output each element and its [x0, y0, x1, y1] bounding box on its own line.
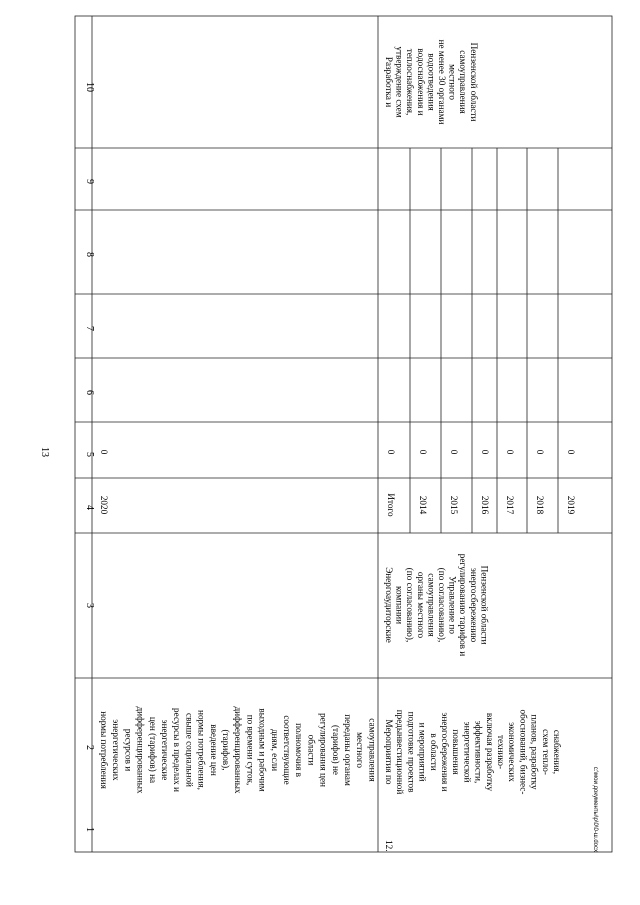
row-12-executor-line: Управление по — [447, 576, 458, 634]
row-12-year: 2018 — [535, 495, 545, 515]
row-12-executor-line: Пензенской области — [479, 565, 490, 645]
continued-description-line: регулирования цен — [318, 713, 329, 787]
row-12-result-line: местного — [447, 64, 458, 100]
continued-description-line: выходным и рабочим — [257, 708, 268, 792]
row-12-years — [386, 493, 576, 517]
row-12-executor-line: энергосбережению — [468, 567, 479, 643]
row-12-result-line: самоуправления — [458, 50, 469, 114]
continued-description-line: нормы потребления — [99, 711, 109, 789]
continued-description-line: ресурсы в пределах и — [172, 708, 183, 792]
row-12-executor-line: регулированию тарифов и — [458, 553, 469, 657]
row-12-description — [384, 710, 562, 795]
row-12-executor-line: самоуправления — [426, 573, 437, 637]
header-col-1: 1 — [84, 827, 95, 832]
continued-description-line: самоуправления — [367, 718, 378, 782]
row-12-description-line: экономических — [507, 722, 518, 782]
row-12-amount: 0 — [449, 449, 459, 455]
row-12-result-line: Разработка и — [384, 56, 394, 108]
continued-year: 2020 — [99, 495, 109, 515]
continued-description-line: нормы потребления, — [196, 710, 207, 790]
row-12-result-line: водоотведения — [426, 53, 437, 111]
table-row-continued — [99, 450, 377, 794]
page-number: 13 — [39, 447, 50, 457]
row-12-year: 2019 — [566, 495, 576, 515]
row-12-description-line: планов, разработку — [529, 714, 540, 790]
continued-description-line: энергетических — [111, 719, 122, 781]
row-12-year: 2016 — [480, 495, 490, 515]
row-12-description-line: эффективности, — [473, 720, 484, 784]
header-col-5: 5 — [84, 452, 95, 457]
row-12-description-line: энергетической — [462, 721, 473, 783]
continued-description-line: переданы органам — [343, 714, 353, 786]
header-col-10: 10 — [84, 82, 95, 92]
continued-description-line: (тарифов), — [221, 729, 231, 771]
row-12-number: 12. — [384, 840, 394, 852]
row-12-description-line: снабжения, — [552, 729, 562, 775]
row-12-amount: 0 — [480, 449, 490, 455]
row-12-executor-line: Энергоаудиторские — [384, 567, 394, 643]
row-12-amounts — [386, 450, 576, 455]
row-12-year: 2014 — [418, 495, 428, 515]
row-12-result-line: утверждение схем — [394, 46, 405, 118]
continued-description-line: соответствующие — [282, 715, 292, 785]
table-header — [84, 82, 95, 832]
row-12-description-line: схем тепло- — [540, 729, 551, 775]
row-12-description-line: включая разработку — [484, 712, 495, 792]
table-row-12 — [384, 40, 576, 852]
row-12-result-line: Пензенской области — [468, 42, 479, 122]
row-12-description-line: подготовке проектов — [406, 711, 417, 793]
row-12-amount: 0 — [418, 449, 428, 455]
row-12-result-line: водоснабжения и — [415, 48, 426, 116]
row-12-result-line: теплоснабжения, — [405, 48, 416, 116]
continued-description-line: энергетические — [160, 719, 170, 781]
continued-description-line: (тарифов) не — [330, 724, 341, 776]
row-12-executor-line: (по согласованию), — [437, 567, 447, 643]
continued-description — [99, 706, 377, 793]
row-12-amount: 0 — [566, 449, 576, 455]
header-col-8: 8 — [84, 252, 95, 257]
header-col-3: 3 — [84, 603, 95, 608]
continued-description-line: дифференцированных — [233, 706, 244, 794]
continued-description-line: цен (тарифов) на — [147, 716, 158, 784]
continued-description-line: местного — [355, 732, 366, 768]
continued-description-line: ресурсов и — [123, 728, 134, 772]
row-12-description-line: предынвестиционной — [395, 709, 406, 795]
continued-amount: 0 — [99, 449, 109, 455]
row-12-amount: 0 — [535, 449, 545, 455]
continued-description-line: дифференцированных — [135, 706, 146, 794]
continued-description-line: введение цен — [208, 724, 219, 776]
row-12-executor-line: (по согласованию), — [405, 567, 416, 643]
row-12-result-line: не менее 30 органами — [437, 39, 447, 125]
header-col-6: 6 — [84, 390, 95, 395]
row-12-description-line: энергосбережения и — [440, 712, 450, 792]
row-12-amount: 0 — [505, 449, 515, 455]
continued-description-line: полномочия в — [294, 723, 305, 777]
row-12-description-line: и мероприятий — [417, 722, 428, 782]
row-12-description-line: повышения — [451, 729, 462, 775]
row-12-executor-line: компании — [394, 586, 405, 624]
continued-description-line: области — [306, 734, 317, 766]
header-col-7: 7 — [84, 326, 95, 331]
row-12-executor-line: органы местного — [415, 571, 426, 639]
continued-description-line: дням, если — [269, 728, 280, 772]
row-12-description-line: технико- — [496, 734, 506, 770]
row-12-result — [384, 40, 479, 125]
header-col-2: 2 — [84, 745, 95, 750]
header-col-4: 4 — [84, 505, 95, 510]
header-col-9: 9 — [84, 179, 95, 184]
continued-description-line: свыше социальной — [184, 713, 195, 787]
row-12-description-line: Мероприятия по — [384, 719, 394, 785]
row-12-year: 2017 — [505, 495, 515, 515]
row-12-description-line: в области — [428, 733, 439, 771]
row-12-description-line: обоснований, бизнес- — [518, 709, 529, 795]
continued-description-line: по времени суток, — [245, 714, 256, 786]
row-12-executors — [384, 554, 489, 657]
row-12-amount: 0 — [386, 449, 396, 455]
row-12-year: Итого — [386, 493, 396, 517]
document-footer: c:\мои документы\р\0\0-ш.docx — [592, 766, 598, 852]
row-12-year: 2015 — [449, 495, 459, 515]
